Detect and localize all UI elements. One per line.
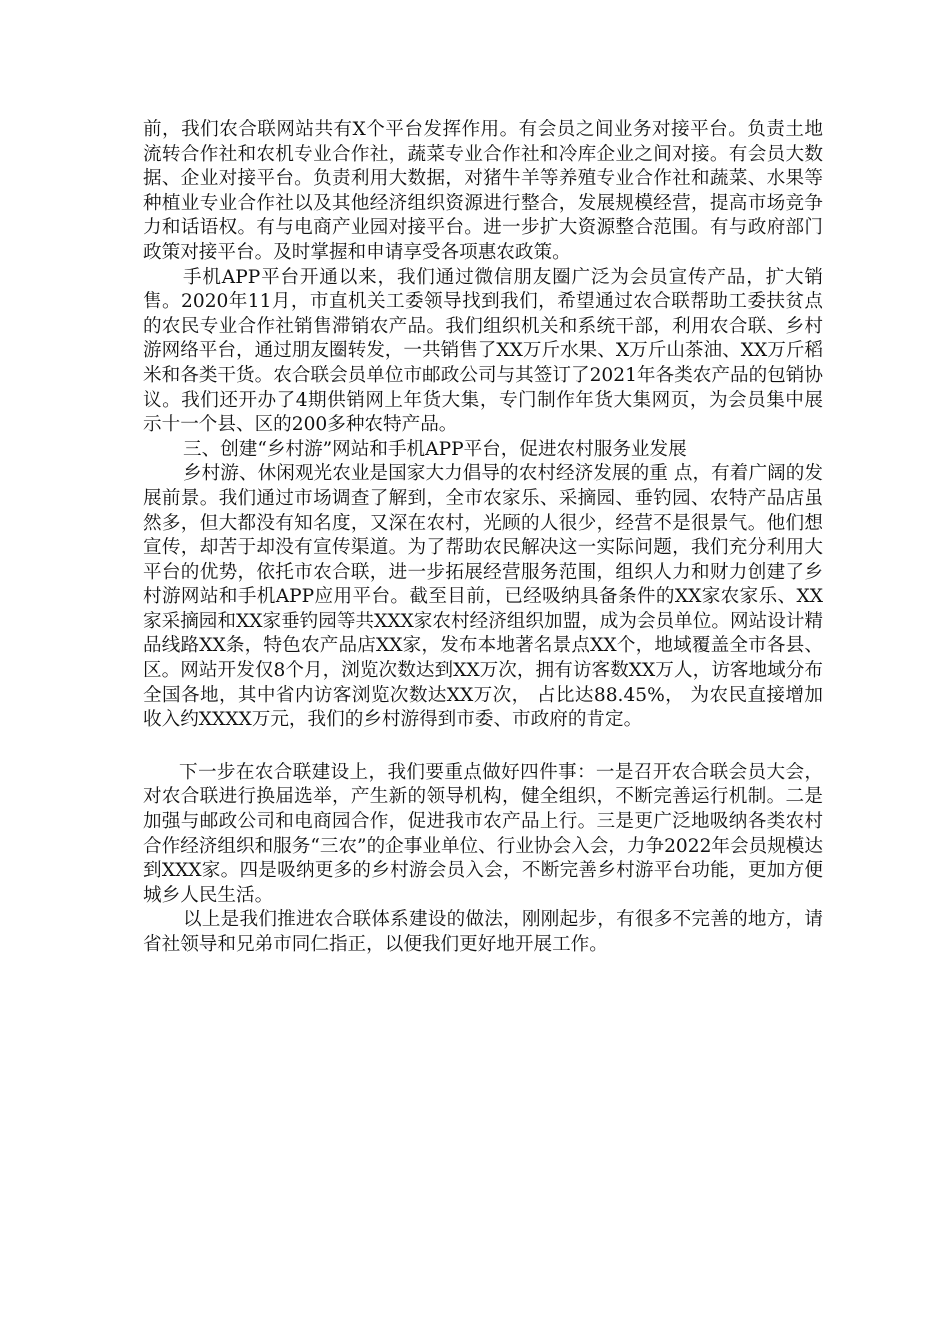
paragraph-app-sales: 手机APP平台开通以来，我们通过微信朋友圈广泛为会员宣传产品，扩大销售。2020年11月，市直机关工委领导找到我们，希望通过农合联帮助工委扶贫点的农民专业合作社销售滞销农产品。我们组织机关和系统干部，利用农合联、乡村游网络平台，通过朋友圈转发，一共销售了XX万斤水果、X万斤山茶油、XX万斤稻米和各类干货。农合联会员单位市邮政公司与其签订了2021年各类农产品的包销协议。我们还开办了4期供销网上年货大集，专门制作年货大集网页，为会员集中展示十一个县、区的200多种农特产品。 [143,266,823,436]
paragraph-platforms: 前，我们农合联网站共有X个平台发挥作用。有会员之间业务对接平台。负责土地流转合作社和农机专业合作社，蔬菜专业合作社和冷库企业之间对接。有会员大数据、企业对接平台。负责利用大数据，对猪牛羊等养殖专业合作社和蔬菜、水果等种植业专业合作社以及其他经济组织资源进行整合，发展规模经营，提高市场竞争力和话语权。有与电商产业园对接平台。进一步扩大资源整合范围。有与政府部门政策对接平台。及时掌握和申请享受各项惠农政策。 [143,119,823,263]
document-page [143,118,823,958]
paragraph-gap [143,733,823,761]
section-heading-3: 三、创建“乡村游”网站和手机APP平台，促进农村服务业发展 [183,438,687,460]
paragraph-rural-tourism: 乡村游、休闲观光农业是国家大力倡导的农村经济发展的重 点，有着广阔的发展前景。我们通过市场调查了解到，全市农家乐、采摘园、垂钓园、农特产品店虽然多，但大都没有知名度，又深在农村，光顾的人很少，经营不是很景气。他们想宣传，却苦于却没有宣传渠道。为了帮助农民解决这一实际问题，我们充分利用大平台的优势，依托市农合联，进一步拓展经营服务范围，组织人力和财力创建了乡村游网站和手机APP应用平台。截至目前，已经吸纳具备条件的XX家农家乐、XX家采摘园和XX家垂钓园等共XXX家农村经济组织加盟，成为会员单位。网站设计精品线路XX条，特色农产品店XX家，发布本地著名景点XX个，地域覆盖全市各县、区。网站开发仅8个月，浏览次数达到XX万次，拥有访客数XX万人，访客地域分布全国各地，其中省内访客浏览次数达XX万次， 占比达88.45%， 为农民直接增加收入约XXXX万元，我们的乡村游得到市委、市政府的肯定。 [143,463,823,731]
paragraph-closing: 以上是我们推进农合联体系建设的做法，刚刚起步，有很多不完善的地方，请省社领导和兄弟市同仁指正，以便我们更好地开展工作。 [143,909,823,955]
paragraph-next-steps: 下一步在农合联建设上，我们要重点做好四件事：一是召开农合联会员大会，对农合联进行换届选举，产生新的领导机构，健全组织，不断完善运行机制。二是加强与邮政公司和电商园合作，促进我市农产品上行。三是更广泛地吸纳各类农村合作经济组织和服务“三农”的企事业单位、行业协会入会，力争2022年会员规模达到XXX家。四是吸纳更多的乡村游会员入会，不断完善乡村游平台功能，更加方便城乡人民生活。 [143,761,823,906]
